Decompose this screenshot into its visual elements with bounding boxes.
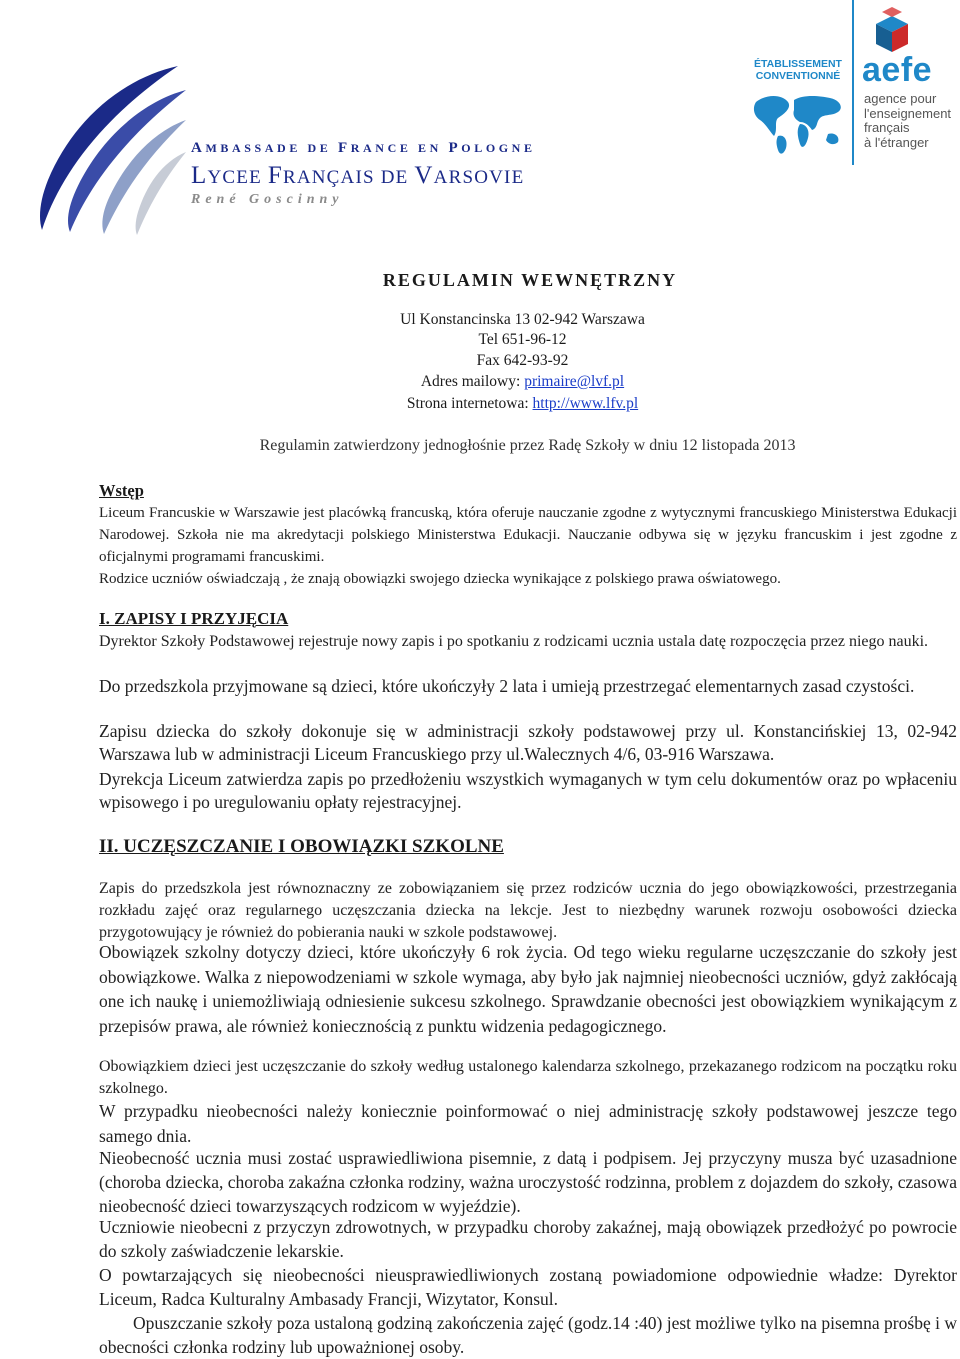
- section-2-paragraph-1: Zapis do przedszkola jest równoznaczny ze zobowiązaniem się przez rodziców ucznia do jego obowiązkowości, przestrzegania rozkładu zajęć oraz regularnego uczęszczania dziecka na lekcje. Jest to niezbędny warunek rozwoju osobowości dziecka przygotowujący je również do pobierania nauki w szkole podstawowej.: [99, 880, 957, 941]
- web-label: Strona internetowa:: [406, 395, 533, 412]
- section-2-paragraph-3: Obowiązkiem dzieci jest uczęszczanie do szkoły według ustalonego kalendarza szkolnego, przekazanego rodzicom na początku roku szkolnego.: [99, 1058, 957, 1097]
- contact-email-line: [0, 373, 960, 391]
- section-1-paragraph-1: Dyrektor Szkoły Podstawowej rejestruje nowy zapis i po spotkaniu z rodzicami ucznia ustala datę rozpoczęcia przez niego nauki.: [99, 633, 929, 650]
- contact-tel: Tel 651-96-12: [478, 331, 567, 348]
- section-2-paragraph-6: Uczniowie nieobecni z przyczyn zdrowotnych, w przypadku choroby zakaźnej, mają obowiązek przedłożyć po powrocie do szkoly zaświadczenie lekarskie.: [99, 1217, 957, 1261]
- lycee-logo-swoosh: [28, 60, 188, 235]
- section-1-paragraph-4: Dyrekcja Liceum zatwierdza zapis po przedłożeniu wszystkich wymaganych w tym celu dokumentów oraz po wpłaceniu wpisowego i po uregulowaniu opłaty rejestracyjnej.: [99, 769, 957, 812]
- section-1-heading: I. ZAPISY I PRZYJĘCIA: [99, 609, 289, 628]
- intro-paragraph-1: Liceum Francuskie w Warszawie jest placówką francuską, która oferuje nauczanie zgodne z wytycznymi francuskiego Ministerstwa Edukacji Narodowej. Szkoła nie ma akredytacji polskiego Ministerstwa Edukacji. Nauczanie odbywa się w języku francuskim i jest zgodne z oficjalnymi programami francuskimi.: [99, 505, 957, 565]
- section-2-paragraph-7: O powtarzających się nieobecności nieusprawiedliwionych zostaną powiadomione odpowiednie władze: Dyrektor Liceum, Radca Kulturalny Ambasady Francji, Wizytator, Konsul.: [99, 1265, 957, 1309]
- etab-line-2: CONVENTIONNÉ: [755, 70, 841, 82]
- header-embassy: AMBASSADE DE FRANCE EN POLOGNE: [191, 140, 536, 156]
- aefe-cube-icon: [862, 2, 922, 58]
- email-label: Adres mailowy:: [420, 373, 525, 390]
- header-goscinny: René Goscinny: [191, 192, 344, 207]
- aefe-tagline-line: à l'étranger: [864, 134, 929, 150]
- section-2-paragraph-2: Obowiązek szkolny dotyczy dzieci, które ukończyły 6 rok życia. Od tego wieku regularne uczęszczanie do szkoły jest obowiązkowe. Walka z niepowodzeniami w szkole wymaga, aby było jak najmniej nieobecności uczniów, gdyż zakłócają one ich naukę i uniemożliwiają odniesienie sukcesu szkolnego. Sprawdzanie obecności jest obowiązkiem wynikającym z przepisów prawa, ale również koniecznością z punktu widzenia pedagogicznego.: [99, 942, 957, 1036]
- email-link[interactable]: primaire@lvf.pl: [524, 373, 625, 390]
- aefe-tagline: [864, 92, 960, 150]
- document-title: REGULAMIN WEWNĘTRZNY: [382, 270, 678, 290]
- section-1-paragraph-3: Zapisu dziecka do szkoły dokonuje się w administracji szkoły podstawowej przy ul. Konstancińskiej 13, 02-942 Warszawa lub w administracji Liceum Francuskiego przy ul.Walecznych 4/6, 03-916 Warszawa.: [99, 721, 957, 764]
- contact-fax: Fax 642-93-92: [476, 352, 569, 369]
- world-map-icon: [748, 88, 848, 158]
- approval-note: Regulamin zatwierdzony jednogłośnie przez Radę Szkoły w dniu 12 listopada 2013: [259, 437, 796, 454]
- intro-heading: Wstęp: [99, 481, 144, 500]
- aefe-tagline-line: agence pour: [864, 91, 937, 106]
- intro-paragraph-2: Rodzice uczniów oświadczają , że znają obowiązki swojego dziecka wynikające z polskiego prawa oświatowego.: [99, 571, 781, 587]
- aefe-divider: [852, 0, 854, 165]
- aefe-tagline-line: l'enseignement: [864, 105, 952, 121]
- aefe-tagline-line: français: [864, 120, 910, 135]
- aefe-wordmark: aefe: [862, 51, 933, 89]
- section-2-paragraph-8: Opuszczanie szkoły poza ustaloną godziną zakończenia zajęć (godz.14 :40) jest możliwe tylko na pisemna prośbę i w obecności członka rodziny lub upoważnionej osoby.: [99, 1313, 957, 1357]
- section-2-paragraph-5: Nieobecność ucznia musi zostać usprawiedliwiona pisemnie, z datą i podpisem. Jej przyczyny musza być uzasadnione (choroba dziecka, choroba zakaźna członka rodziny, ważna uroczystość rodzinna, problem z dojazdem do szkoły, czasowa nieobecność dzieci towarzyszących rodzicom w wyjeździe).: [99, 1148, 957, 1216]
- section-2-heading: II. UCZĘSZCZANIE I OBOWIĄZKI SZKOLNE: [99, 836, 504, 857]
- etab-line-1: ÉTABLISSEMENT: [754, 58, 842, 70]
- section-1-paragraph-2: Do przedszkola przyjmowane są dzieci, które ukończyły 2 lata i umieją przestrzegać elementarnych zasad czystości.: [99, 676, 915, 696]
- header-lycee: LYCEE FRANÇAIS DE VARSOVIE: [191, 162, 525, 189]
- contact-address: Ul Konstancinska 13 02-942 Warszawa: [400, 311, 645, 328]
- website-link[interactable]: http://www.lfv.pl: [532, 395, 639, 412]
- etablissement-conventionne-label: [753, 58, 843, 82]
- section-2-paragraph-4: W przypadku nieobecności należy koniecznie poinformować o niej administrację szkoły podstawowej jeszcze tego samego dnia.: [99, 1101, 957, 1146]
- contact-web-line: [0, 395, 960, 413]
